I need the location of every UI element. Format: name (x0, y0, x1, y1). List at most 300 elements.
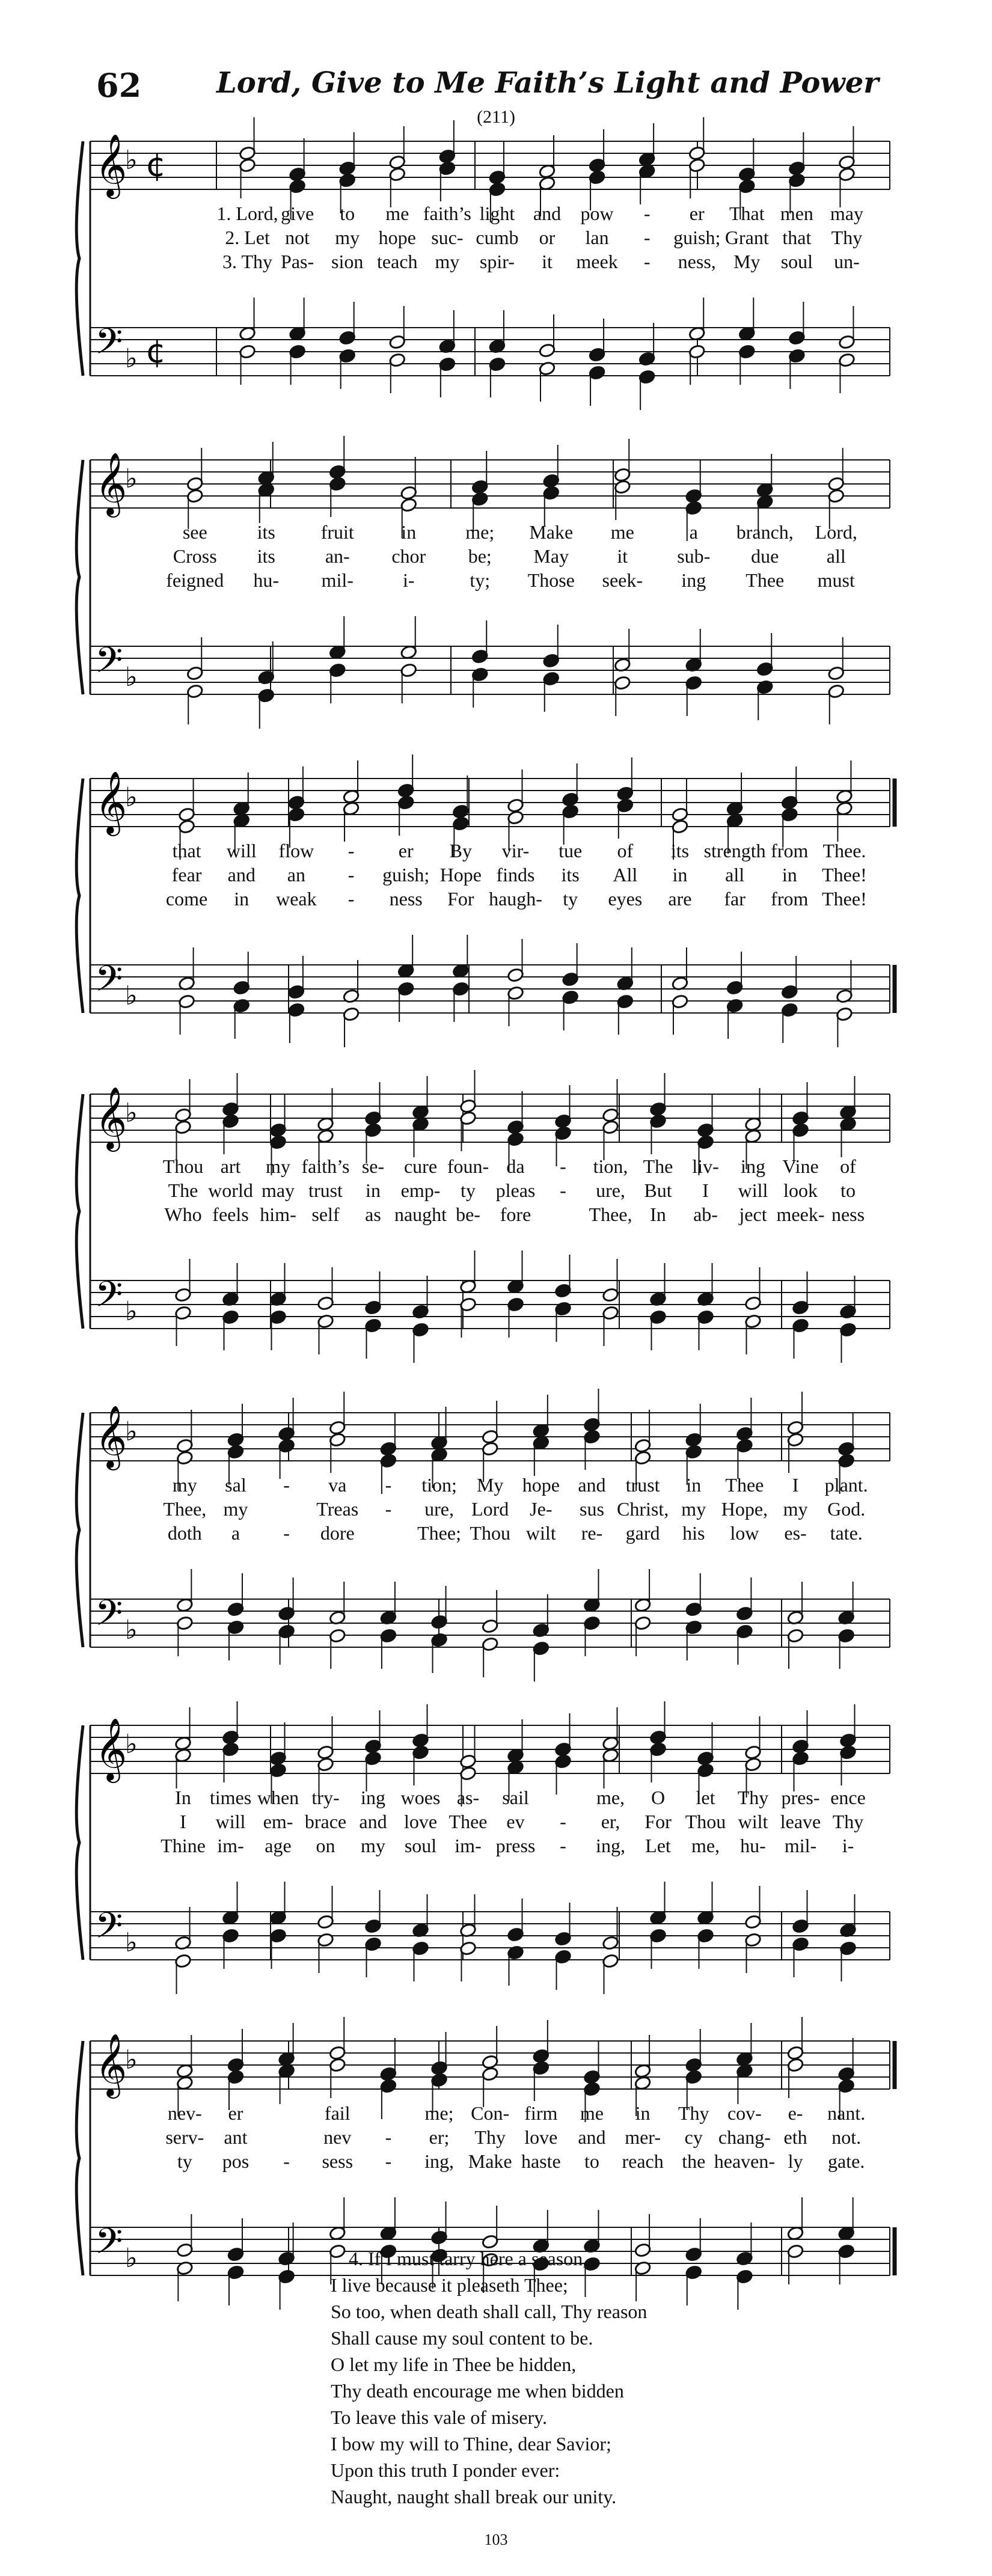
brace (76, 1094, 83, 1329)
lyric-syllable: da (506, 1155, 525, 1177)
music-system (90, 448, 902, 718)
lyric-syllable: hope (522, 1474, 560, 1496)
lyric-syllable: mil- (321, 569, 354, 591)
lyric-syllable: Hope (439, 864, 482, 886)
lyric-syllable: ty (177, 2150, 192, 2172)
lyric-syllable: cov- (727, 2102, 762, 2124)
lyric-syllable: give (281, 203, 314, 224)
lyric-syllable: Lord, (815, 521, 857, 543)
lyric-syllable: Thee (746, 569, 785, 591)
lyric-syllable: in (635, 2102, 651, 2124)
lyric-syllable: to (840, 1179, 856, 1201)
lyric-syllable: may (261, 1179, 295, 1201)
lyric-syllable: tate. (830, 1522, 863, 1544)
lyric-syllable: ty (563, 888, 578, 910)
lyric-syllable: must (817, 569, 855, 591)
lyric-syllable: mil- (784, 1835, 817, 1856)
lyric-syllable: - (643, 251, 651, 272)
lyric-syllable: es- (784, 1522, 807, 1544)
lyric-syllable: Grant (724, 227, 769, 248)
lyric-line-verse-2 (90, 1810, 902, 1834)
lyric-syllable: ly (788, 2150, 803, 2172)
treble-clef-icon: 𝄞 (95, 1718, 127, 1781)
lyric-syllable: my (172, 1474, 197, 1496)
lyric-syllable: haste (521, 2150, 561, 2172)
lyric-syllable: my (681, 1498, 706, 1520)
verse-4-line: I bow my will to Thine, dear Savior; (331, 2433, 611, 2455)
lyric-line-verse-3 (90, 1202, 902, 1226)
lyric-syllable: flow (278, 840, 314, 861)
lyric-syllable: my (783, 1498, 808, 1520)
lyric-syllable: ence (830, 1787, 866, 1808)
lyric-syllable: strength (703, 840, 766, 861)
lyric-syllable: chor (391, 545, 426, 567)
lyric-syllable: ure, (424, 1498, 454, 1520)
lyric-syllable: Treas (316, 1498, 359, 1520)
lyric-syllable: doth (167, 1522, 202, 1544)
lyric-syllable: reach (622, 2150, 664, 2172)
verse-4-line: Upon this truth I ponder ever: (331, 2459, 560, 2481)
lyric-syllable: re- (581, 1522, 603, 1544)
brace (76, 2041, 83, 2275)
lyric-syllable: on (316, 1835, 335, 1856)
lyric-syllable: that (172, 840, 201, 861)
lyric-syllable: foun- (447, 1155, 489, 1177)
verse-4-line: Thy death encourage me when bidden (331, 2380, 624, 2402)
lyric-syllable: to (340, 203, 355, 224)
lyric-syllable: ing, (424, 2150, 454, 2172)
lyric-syllable: try- (311, 1787, 340, 1808)
lyric-syllable: Thee. (822, 840, 866, 861)
lyric-syllable: nev (323, 2126, 352, 2148)
music-system (90, 1082, 902, 1353)
lyric-syllable: from (771, 888, 809, 910)
lyric-syllable: feels (212, 1204, 249, 1225)
treble-clef-icon: 𝄞 (95, 1086, 127, 1149)
flat-icon: ♭ (125, 981, 138, 1011)
lyric-syllable: In (175, 1787, 191, 1808)
lyric-syllable: er, (601, 1811, 620, 1832)
lyric-syllable: my (361, 1835, 385, 1856)
lyric-syllable: Hope, (721, 1498, 768, 1520)
treble-clef-icon: 𝄞 (95, 771, 127, 834)
lyric-syllable: Thee! (822, 864, 867, 886)
lyric-syllable: my (435, 251, 460, 272)
lyric-syllable: vir- (501, 840, 530, 861)
lyric-syllable: O (651, 1787, 666, 1808)
lyric-syllable: - (283, 1522, 290, 1544)
lyric-syllable: world (208, 1179, 253, 1201)
lyric-syllable: Thy (474, 2126, 506, 2148)
lyric-syllable: lan (585, 227, 609, 248)
verse-4-line: Shall cause my soul content to be. (331, 2327, 593, 2349)
lyric-syllable: woes (400, 1787, 441, 1808)
lyric-syllable: Thou (685, 1811, 726, 1832)
lyric-syllable: soul (404, 1835, 437, 1856)
lyric-syllable: men (780, 203, 813, 224)
lyric-syllable: low (730, 1522, 759, 1544)
music-system (90, 129, 902, 400)
lyric-line-verse-2 (90, 1178, 902, 1202)
lyric-syllable: me, (691, 1835, 720, 1856)
lyric-syllable: liv- (692, 1155, 719, 1177)
lyric-syllable: ing (361, 1787, 385, 1808)
lyric-syllable: er (398, 840, 414, 861)
lyric-syllable: Thee (449, 1811, 488, 1832)
brace (76, 460, 83, 694)
lyric-syllable: Lord (471, 1498, 509, 1520)
lyric-syllable: Thee; (417, 1522, 461, 1544)
lyric-syllable: Thee, (589, 1204, 632, 1225)
lyric-syllable: That (729, 203, 765, 224)
lyric-syllable: All (613, 864, 638, 886)
lyric-syllable: will (226, 840, 257, 861)
lyric-syllable: - (283, 1474, 290, 1496)
lyric-syllable: er (689, 203, 705, 224)
lyric-syllable: the (682, 2150, 706, 2172)
lyric-syllable: love (403, 1811, 438, 1832)
lyric-syllable: Cross (173, 545, 217, 567)
lyric-syllable: mer- (625, 2126, 661, 2148)
lyric-syllable: - (348, 840, 355, 861)
brace (76, 1725, 83, 1960)
lyric-syllable: - (560, 1835, 566, 1856)
lyric-syllable: ev (506, 1811, 525, 1832)
lyric-line-verse-2 (90, 863, 902, 887)
time-signature-icon: ¢ (145, 332, 167, 370)
lyric-syllable: in (782, 864, 797, 886)
lyric-syllable: leave (780, 1811, 821, 1832)
lyric-syllable: my (223, 1498, 248, 1520)
lyric-syllable: of (617, 840, 634, 861)
bass-clef-icon: 𝄢 (95, 320, 123, 371)
lyric-line-verse-3 (90, 1521, 902, 1545)
lyric-syllable: i- (402, 569, 415, 591)
lyric-syllable: an (287, 864, 305, 886)
lyric-syllable: pos (222, 2150, 250, 2172)
lyric-syllable: ing (741, 1155, 765, 1177)
lyric-syllable: firm (524, 2102, 558, 2124)
lyric-syllable: pleas (495, 1179, 536, 1201)
lyric-syllable: wilt (525, 1522, 556, 1544)
verse-4-line: O let my life in Thee be hidden, (331, 2354, 577, 2375)
lyric-syllable: God. (827, 1498, 866, 1520)
lyric-syllable: But (644, 1179, 672, 1201)
lyric-syllable: fore (500, 1204, 531, 1225)
lyric-syllable: feigned (166, 569, 224, 591)
lyric-syllable: im- (455, 1835, 482, 1856)
bass-clef-icon: 𝄢 (95, 1592, 123, 1642)
lyric-syllable: brace (304, 1811, 347, 1832)
lyric-syllable: fruit (320, 521, 354, 543)
lyric-syllable: Con- (471, 2102, 510, 2124)
lyric-syllable: I (792, 1474, 799, 1496)
lyric-syllable: Those (527, 569, 575, 591)
lyric-syllable: light (479, 203, 515, 224)
lyric-syllable: let (696, 1787, 715, 1808)
verse-4-line: I live because it pleaseth Thee; (331, 2274, 568, 2296)
lyric-syllable: sion (331, 251, 364, 272)
lyric-syllable: I (702, 1179, 709, 1201)
lyric-syllable: The (168, 1179, 198, 1201)
lyric-syllable: ty; (470, 569, 491, 591)
lyric-syllable: not. (831, 2126, 862, 2148)
lyric-syllable: or (539, 227, 556, 248)
lyric-line-verse-1 (90, 1473, 902, 1497)
lyric-syllable: sail (502, 1787, 529, 1808)
lyric-syllable: me (610, 521, 634, 543)
lyric-syllable: - (643, 203, 651, 224)
lyric-syllable: ty (461, 1179, 476, 1201)
lyric-syllable: faith’s (423, 203, 471, 224)
flat-icon: ♭ (125, 1615, 138, 1645)
flat-icon: ♭ (125, 145, 138, 176)
time-signature-icon: ¢ (145, 146, 167, 184)
lyric-syllable: plant. (824, 1474, 868, 1496)
lyric-syllable: ant (224, 2126, 248, 2148)
lyric-syllable: guish; (382, 864, 430, 886)
lyric-syllable: My (733, 251, 761, 272)
lyric-syllable: him- (260, 1204, 296, 1225)
lyric-syllable: Let (645, 1835, 671, 1856)
lyric-line-verse-2 (90, 544, 902, 568)
bass-clef-icon: 𝄢 (95, 958, 123, 1008)
lyric-syllable: serv- (165, 2126, 204, 2148)
lyric-line-verse-3 (90, 249, 902, 274)
lyric-syllable: I (180, 1811, 186, 1832)
lyric-syllable: i- (842, 1835, 854, 1856)
lyric-syllable: its (561, 864, 580, 886)
lyric-syllable: to (584, 2150, 599, 2172)
lyric-syllable: me; (465, 521, 495, 543)
lyric-syllable: Thy (832, 1811, 864, 1832)
lyric-syllable: cy (684, 2126, 703, 2148)
verse-4-line: So too, when death shall call, Thy reason (331, 2301, 648, 2322)
lyric-syllable: Thine (161, 1835, 206, 1856)
bass-clef-icon: 𝄢 (95, 639, 123, 690)
lyric-syllable: come (165, 888, 208, 910)
lyric-syllable: - (385, 1498, 392, 1520)
lyric-syllable: fail (324, 2102, 351, 2124)
lyric-syllable: - (560, 1179, 566, 1201)
lyric-syllable: an- (325, 545, 350, 567)
bass-clef-icon: 𝄢 (95, 1273, 123, 1324)
lyric-syllable: eth (783, 2126, 807, 2148)
lyric-syllable: its (257, 545, 275, 567)
lyric-syllable: Thy (831, 227, 863, 248)
bass-clef-icon: 𝄢 (95, 2220, 123, 2271)
lyric-syllable: spir- (479, 251, 515, 272)
lyric-syllable: nant. (827, 2102, 866, 2124)
lyric-syllable: gate. (828, 2150, 865, 2172)
lyric-syllable: hu- (253, 569, 280, 591)
lyric-line-verse-3 (90, 1834, 902, 1858)
lyric-syllable: trust (308, 1179, 343, 1201)
lyric-syllable: me; (424, 2102, 454, 2124)
lyric-syllable: me, (596, 1787, 625, 1808)
lyric-syllable: of (840, 1155, 856, 1177)
lyric-syllable: far (724, 888, 746, 910)
lyric-syllable: Christ, (616, 1498, 669, 1520)
lyric-syllable: dore (320, 1522, 355, 1544)
lyric-line-verse-2 (90, 225, 902, 249)
lyric-syllable: cumb (476, 227, 519, 248)
lyric-syllable: Thy (678, 2102, 709, 2124)
lyric-syllable: tion; (421, 1474, 457, 1496)
lyric-syllable: er (228, 2102, 243, 2124)
lyric-syllable: press (495, 1835, 536, 1856)
lyric-syllable: all (826, 545, 846, 567)
lyric-syllable: eyes (608, 888, 643, 910)
flat-icon: ♭ (125, 662, 138, 693)
hymn-number: 62 (96, 66, 142, 105)
lyric-syllable: seek- (602, 569, 643, 591)
lyric-syllable: 2. Let (225, 227, 270, 248)
lyric-syllable: hu- (740, 1835, 766, 1856)
lyric-syllable: - (385, 1474, 392, 1496)
lyric-syllable: as- (456, 1787, 480, 1808)
lyric-line-verse-1 (90, 2101, 902, 2125)
lyric-syllable: ab- (693, 1204, 718, 1225)
brace (76, 779, 83, 1013)
lyric-syllable: - (560, 1155, 566, 1177)
lyric-syllable: its (670, 840, 690, 861)
lyric-syllable: from (771, 840, 809, 861)
lyric-syllable: Make (468, 2150, 512, 2172)
lyric-syllable: haugh- (489, 888, 542, 910)
lyric-syllable: be; (468, 545, 492, 567)
lyric-syllable: heaven- (714, 2150, 776, 2172)
lyric-syllable: - (283, 2150, 290, 2172)
lyric-line-verse-3 (90, 887, 902, 911)
lyric-syllable: in (401, 521, 417, 543)
lyric-syllable: sal (225, 1474, 246, 1496)
hymn-title: Lord, Give to Me Faith’s Light and Power (216, 66, 879, 100)
lyric-syllable: and (227, 864, 256, 886)
lyric-syllable: finds (496, 864, 535, 886)
lyric-syllable: and (533, 203, 562, 224)
lyric-syllable: 3. Thy (222, 251, 273, 272)
lyric-syllable: teach (377, 251, 418, 272)
lyric-syllable: For (447, 888, 474, 910)
lyric-syllable: his (682, 1522, 705, 1544)
lyric-syllable: Who (164, 1204, 202, 1225)
lyric-syllable: soul (780, 251, 813, 272)
treble-clef-icon: 𝄞 (95, 2033, 127, 2096)
lyric-syllable: and (578, 1474, 606, 1496)
lyric-line-verse-3 (90, 2149, 902, 2173)
lyric-syllable: me (385, 203, 409, 224)
lyric-syllable: er; (429, 2126, 450, 2148)
lyric-syllable: For (644, 1811, 672, 1832)
treble-clef-icon: 𝄞 (95, 133, 127, 197)
lyric-syllable: ing (681, 569, 706, 591)
treble-clef-icon: 𝄞 (95, 452, 127, 515)
lyric-syllable: in (672, 864, 688, 886)
verse-4-line: Naught, naught shall break our unity. (331, 2486, 617, 2507)
flat-icon: ♭ (125, 343, 138, 374)
lyric-syllable: Make (529, 521, 574, 543)
lyric-syllable: weak (276, 888, 317, 910)
lyric-syllable: Je- (530, 1498, 553, 1520)
lyric-syllable: tion, (593, 1155, 628, 1177)
lyric-syllable: wilt (738, 1811, 768, 1832)
flat-icon: ♭ (125, 1296, 138, 1327)
lyric-syllable: - (560, 1811, 566, 1832)
lyric-syllable: - (385, 2150, 392, 2172)
lyric-syllable: all (725, 864, 745, 886)
lyric-line-verse-3 (90, 568, 902, 592)
lyric-syllable: - (348, 864, 355, 886)
lyric-syllable: My (476, 1474, 504, 1496)
verse-4 (331, 2245, 647, 2510)
lyric-syllable: tue (559, 840, 583, 861)
lyric-syllable: are (668, 888, 692, 910)
lyric-syllable: ure, (596, 1179, 625, 1201)
lyric-syllable: se- (361, 1155, 385, 1177)
lyric-syllable: see (182, 521, 207, 543)
lyric-syllable: age (265, 1835, 292, 1856)
lyric-syllable: sub- (677, 545, 711, 567)
lyric-syllable: be- (456, 1204, 480, 1225)
flat-icon: ♭ (125, 782, 138, 813)
lyric-syllable: naught (394, 1204, 447, 1225)
lyric-syllable: em- (263, 1811, 293, 1832)
lyric-syllable: branch, (736, 521, 794, 543)
lyric-syllable: emp- (400, 1179, 441, 1201)
lyric-syllable: The (643, 1155, 673, 1177)
lyric-syllable: ness (831, 1204, 865, 1225)
lyric-syllable: May (533, 545, 569, 567)
brace (76, 1413, 83, 1647)
brace (76, 141, 83, 376)
flat-icon: ♭ (125, 463, 138, 494)
lyric-syllable: Thee, (163, 1498, 207, 1520)
lyric-syllable: and (578, 2126, 606, 2148)
lyric-syllable: will (738, 1179, 768, 1201)
lyric-syllable: its (257, 521, 275, 543)
lyric-syllable: may (830, 203, 863, 224)
lyric-syllable: it (542, 251, 553, 272)
lyric-syllable: Thou (470, 1522, 510, 1544)
lyric-syllable: love (524, 2126, 558, 2148)
page-number: 103 (484, 2531, 508, 2548)
lyric-syllable: look (783, 1179, 818, 1201)
lyric-syllable: due (751, 545, 779, 567)
lyric-syllable: that (782, 227, 812, 248)
lyric-syllable: me (580, 2102, 604, 2124)
lyric-syllable: and (359, 1811, 387, 1832)
treble-clef-icon: 𝄞 (95, 1405, 127, 1468)
flat-icon: ♭ (125, 1729, 138, 1760)
bass-clef-icon: 𝄢 (95, 1904, 123, 1955)
lyric-syllable: art (220, 1155, 241, 1177)
lyric-syllable: Thy (737, 1787, 769, 1808)
lyric-syllable: my (266, 1155, 290, 1177)
lyric-syllable: ness (389, 888, 423, 910)
lyric-syllable: im- (217, 1835, 244, 1856)
lyric-line-verse-1 (90, 201, 902, 225)
lyric-syllable: when (257, 1787, 299, 1808)
lyric-syllable: it (617, 545, 628, 567)
lyric-line-verse-1 (90, 1154, 902, 1178)
lyric-syllable: meek (576, 251, 618, 272)
lyric-syllable: fear (171, 864, 202, 886)
verse-4-line: 4. If I must tarry here a season, (349, 2248, 588, 2269)
lyric-syllable: Vine (782, 1155, 819, 1177)
lyric-syllable: - (643, 227, 651, 248)
music-system (90, 1713, 902, 1984)
